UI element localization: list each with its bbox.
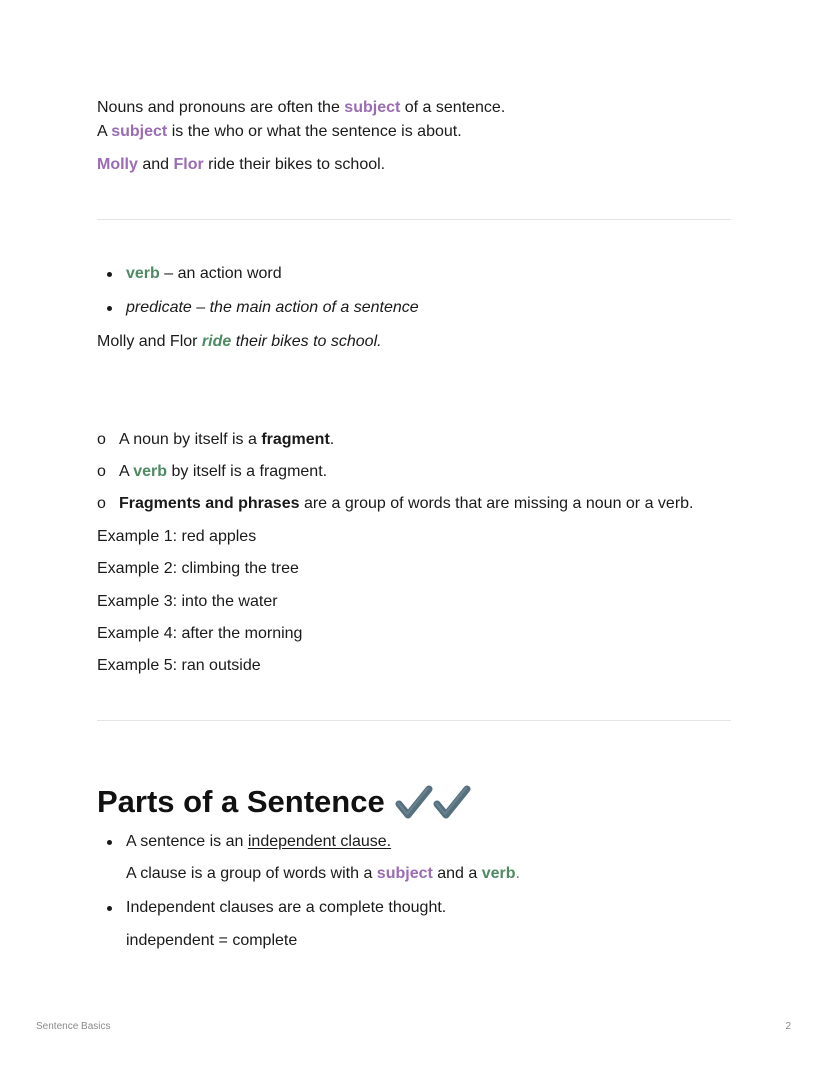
section-divider <box>97 720 731 721</box>
predicate-definition-item: predicate – the main action of a sentence <box>126 299 419 316</box>
footer-page-number: 2 <box>785 1021 791 1032</box>
verb-keyword-ride: ride <box>201 333 232 350</box>
sentence-definition-item: A sentence is an independent clause. <box>126 833 392 850</box>
bullet-icon <box>107 840 112 845</box>
verb-definition-item: verb – an action word <box>126 265 282 282</box>
example-line: Example 4: after the morning <box>97 625 303 642</box>
clause-definition-line: A clause is a group of words with a subject and a verb. <box>126 865 520 882</box>
independent-clause-term: independent clause. <box>247 833 392 850</box>
subject-definition-line: A subject is the who or what the sentence is about. <box>97 123 462 140</box>
subject-intro-line: Nouns and pronouns are often the subject of a sentence. <box>97 99 506 116</box>
heading-text: Parts of a Sentence <box>97 784 385 819</box>
bullet-icon <box>107 906 112 911</box>
o-bullet-icon: o <box>97 463 106 480</box>
verb-keyword: verb <box>481 865 516 882</box>
section-divider <box>97 219 731 220</box>
independent-equals-complete-line: independent = complete <box>126 932 298 949</box>
example-line: Example 1: red apples <box>97 528 257 545</box>
verb-keyword: verb <box>133 463 168 480</box>
checkmark-icon <box>395 784 433 820</box>
example-line: Example 3: into the water <box>97 593 278 610</box>
bullet-icon <box>107 272 112 277</box>
o-bullet-icon: o <box>97 431 106 448</box>
footer-document-title: Sentence Basics <box>36 1021 111 1032</box>
subject-keyword: subject <box>376 865 433 882</box>
section-heading <box>97 783 471 821</box>
subject-keyword: subject <box>344 99 401 116</box>
bullet-icon <box>107 306 112 311</box>
o-bullet-icon: o <box>97 495 106 512</box>
subject-example-line: Molly and Flor ride their bikes to school. <box>97 156 386 173</box>
fragment-item-verb: A verb by itself is a fragment. <box>119 463 328 480</box>
fragment-item-noun: A noun by itself is a fragment. <box>119 431 335 448</box>
double-checkmark-icon <box>395 784 471 820</box>
independent-clause-item: Independent clauses are a complete thought. <box>126 899 447 916</box>
verb-keyword: verb <box>126 265 160 282</box>
example-line: Example 2: climbing the tree <box>97 560 299 577</box>
example-line: Example 5: ran outside <box>97 657 261 674</box>
checkmark-icon <box>433 784 471 820</box>
verb-example-line: Molly and Flor ride their bikes to school. <box>97 333 382 350</box>
subject-name-molly: Molly <box>97 156 138 173</box>
subject-name-flor: Flor <box>173 156 204 173</box>
subject-keyword: subject <box>111 123 168 140</box>
fragment-item-phrases: Fragments and phrases are a group of words that are missing a noun or a verb. <box>119 495 694 512</box>
